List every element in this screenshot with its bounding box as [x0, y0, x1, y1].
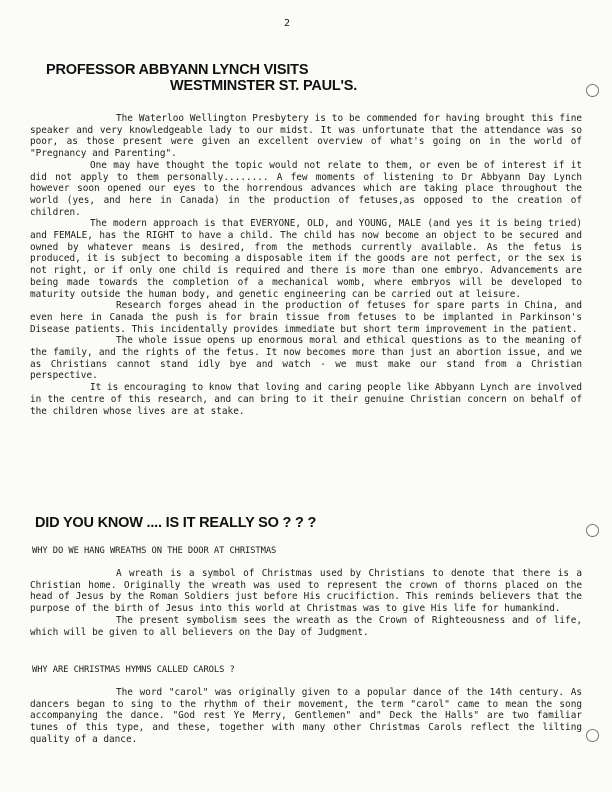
article-title-line-1: PROFESSOR ABBYANN LYNCH VISITS: [46, 62, 309, 78]
paragraph: The whole issue opens up enormous moral and ethical questions as to the meaning of the family, and the rights of the fetus. It now becomes more than just an abortion issue, and we as Christians cannot stand idly bye and watch - we must make our stand from a Christian perspective.: [30, 335, 582, 382]
paragraph: It is encouraging to know that loving and caring people like Abbyann Lynch are involved in the centre of this research, and can bring to it their genuine Christian concern on behalf of the children whose lives are at stake.: [30, 382, 582, 417]
paragraph: One may have thought the topic would not relate to them, or even be of interest if it did not apply to them personally........ A few moments of listening to Dr Abbyann Day Lynch however soon opened our eyes to the horrendous advances which are taking place throughout the world (yes, and here in Canada) in the production of fetuses,as opposed to the creation of children.: [30, 159, 582, 218]
carols-body: [30, 687, 582, 746]
paragraph: Research forges ahead in the production of fetuses for spare parts in China, and even here in Canada the push is for brain tissue from fetuses to be implanted in Parkinson's Disease patients. This incidentally provides immediate but short term improvement in the patient.: [30, 300, 582, 335]
section-title: DID YOU KNOW .... IS IT REALLY SO ? ? ?: [35, 515, 317, 531]
subheading-carols: WHY ARE CHRISTMAS HYMNS CALLED CAROLS ?: [32, 665, 235, 675]
subheading-wreaths: WHY DO WE HANG WREATHS ON THE DOOR AT CHRISTMAS: [32, 546, 277, 556]
paragraph: The word "carol" was originally given to a popular dance of the 14th century. As dancers began to sing to the rhythm of their movement, the term "carol" came to mean the song accompanying the dance. "God rest Ye Merry, Gentlemen" and" Deck the Halls" are two familiar tunes of this type, and these, together with many other Christmas Carols reflect the lilting quality of a dance.: [30, 687, 582, 745]
paragraph: A wreath is a symbol of Christmas used by Christians to denote that there is a Christian home. Originally the wreath was used to represent the crown of thorns placed on the head of Jesus by the Roman Soldiers just before His crucifiction. This reminds believers that the purpose of the birth of Jesus into this world at Christmas was to give His life for humankind.: [30, 568, 582, 615]
binder-hole-top: [586, 84, 599, 97]
binder-hole-middle: [586, 524, 599, 537]
paragraph: The Waterloo Wellington Presbytery is to be commended for having brought this fine speaker and very knowledgeable lady to our midst. It was unfortunate that the attendance was so poor, as those present were given an excellent overview of what's going on in the world of "Pregnancy and Parenting".: [30, 113, 582, 160]
paragraph: The present symbolism sees the wreath as the Crown of Righteousness and of life, which will be given to all believers on the Day of Judgment.: [30, 614, 582, 638]
wreaths-body: [30, 568, 582, 638]
article-title-line-2: WESTMINSTER ST. PAUL'S.: [170, 78, 358, 94]
article-body: [30, 113, 582, 417]
binder-hole-bottom: [586, 729, 599, 742]
page-number: 2: [284, 18, 291, 29]
paragraph: The modern approach is that EVERYONE, OLD, and YOUNG, MALE (and yes it is being tried) and FEMALE, has the RIGHT to have a child. The child has now become an object to be secured and owned by whatever means is desired, from the methods currently available. As the fetus is produced, it is subject to becoming a disposable item if the goods are not perfect, or the sex is not right, or if only one child is required and there is more than one embryo. Advancements are being made towards the completion of a mechanical womb, where embryos will be developed to maturity outside the human body, and genetic engineering can be carried out at leisure.: [30, 218, 582, 300]
